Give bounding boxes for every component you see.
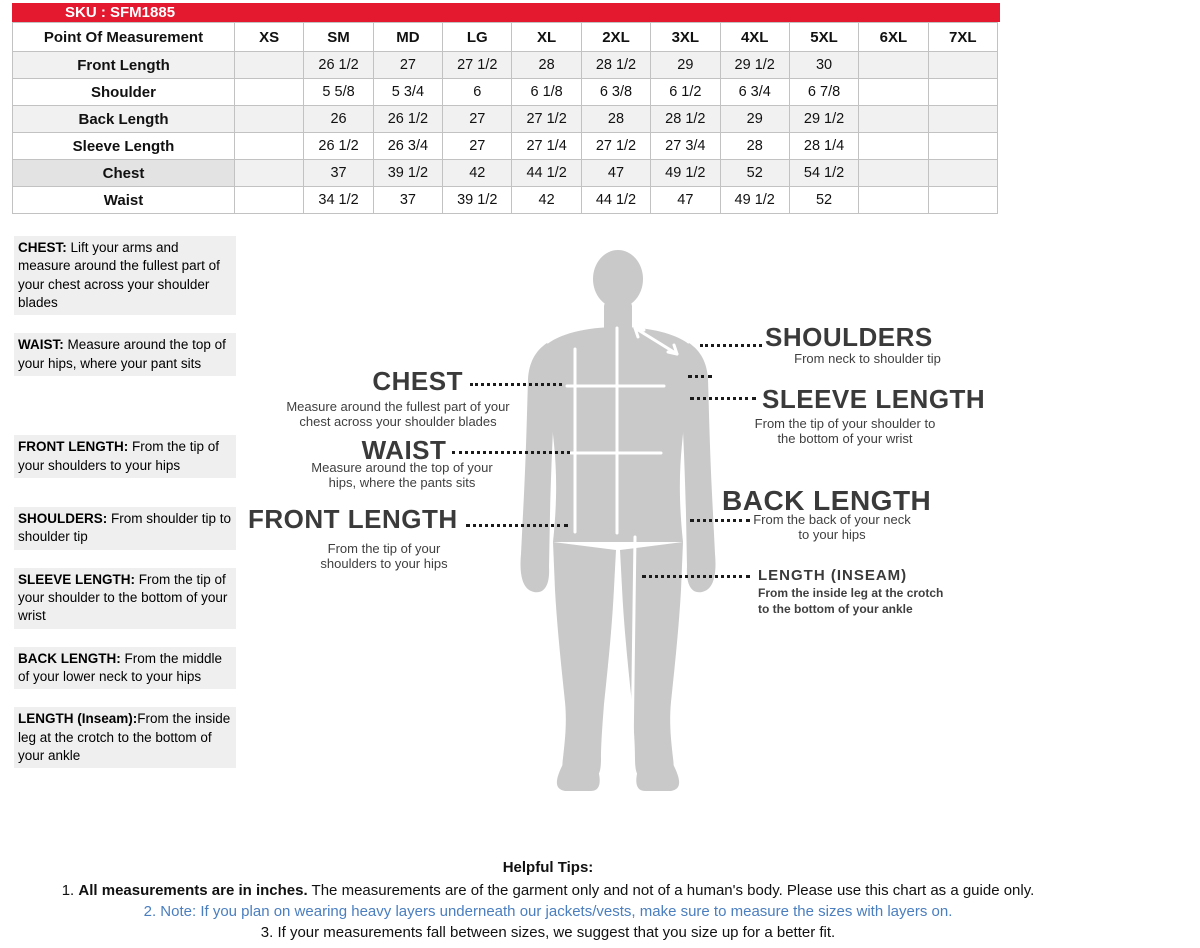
size-value-cell bbox=[235, 79, 304, 106]
size-value-cell: 27 1/2 bbox=[581, 133, 650, 160]
size-value-cell: 52 bbox=[720, 160, 789, 187]
size-value-cell: 27 bbox=[443, 106, 512, 133]
silhouette-right-foot bbox=[636, 761, 679, 791]
col-header-size: XL bbox=[512, 23, 581, 52]
tip-1-number: 1. bbox=[61, 882, 79, 899]
back-length-label: BACK LENGTH bbox=[722, 485, 932, 516]
sleeve-length-label: SLEEVE LENGTH bbox=[762, 384, 986, 414]
size-value-cell bbox=[859, 106, 928, 133]
size-value-cell: 54 1/2 bbox=[789, 160, 858, 187]
size-value-cell: 27 bbox=[373, 52, 442, 79]
size-table bbox=[12, 22, 998, 214]
size-value-cell: 37 bbox=[304, 160, 373, 187]
definition-text: From the inside leg at the crotch to the bottom of your ankle bbox=[18, 711, 231, 764]
tip-2: 2. Note: If you plan on wearing heavy layers underneath our jackets/vests, make sure to measure the sizes with layers on. bbox=[143, 903, 953, 920]
size-value-cell bbox=[235, 52, 304, 79]
col-header-size: MD bbox=[373, 23, 442, 52]
size-value-cell: 49 1/2 bbox=[720, 187, 789, 214]
row-label: Sleeve Length bbox=[13, 133, 235, 160]
size-value-cell: 26 bbox=[304, 106, 373, 133]
table-row bbox=[13, 106, 998, 133]
col-header-size: 4XL bbox=[720, 23, 789, 52]
size-value-cell: 27 1/2 bbox=[443, 52, 512, 79]
definition-term: BACK LENGTH: bbox=[18, 650, 121, 666]
size-value-cell bbox=[928, 160, 997, 187]
silhouette-left-leg bbox=[553, 542, 616, 779]
size-value-cell: 6 1/2 bbox=[651, 79, 720, 106]
tip-1-rest-text: The measurements are of the garment only and not of a human's body. Please use this chart as a guide only. bbox=[307, 882, 1035, 899]
size-table-body bbox=[13, 52, 998, 214]
size-value-cell: 27 3/4 bbox=[651, 133, 720, 160]
size-value-cell: 26 1/2 bbox=[373, 106, 442, 133]
definition-text: Lift your arms and measure around the fullest part of your chest across your shoulder blades bbox=[18, 240, 220, 311]
size-value-cell: 6 7/8 bbox=[789, 79, 858, 106]
row-label: Chest bbox=[13, 160, 235, 187]
silhouette-left-foot bbox=[557, 761, 600, 791]
size-value-cell: 44 1/2 bbox=[581, 187, 650, 214]
size-value-cell bbox=[928, 106, 997, 133]
size-value-cell: 5 3/4 bbox=[373, 79, 442, 106]
size-value-cell: 6 3/4 bbox=[720, 79, 789, 106]
size-value-cell: 34 1/2 bbox=[304, 187, 373, 214]
size-value-cell: 42 bbox=[443, 160, 512, 187]
definition-block bbox=[14, 707, 236, 768]
shoulders-label: SHOULDERS bbox=[765, 322, 933, 352]
size-value-cell bbox=[859, 160, 928, 187]
back-length-leader-line bbox=[690, 519, 750, 522]
definition-text: From the middle of your lower neck to your hips bbox=[18, 650, 223, 685]
definition-block bbox=[14, 435, 236, 478]
size-value-cell: 39 1/2 bbox=[373, 160, 442, 187]
size-value-cell: 26 1/2 bbox=[304, 133, 373, 160]
row-label: Waist bbox=[13, 187, 235, 214]
col-header-size: SM bbox=[304, 23, 373, 52]
size-table-head bbox=[13, 23, 998, 52]
chest-label-desc: Measure around the fullest part of your chest across your shoulder blades bbox=[286, 399, 510, 429]
col-header-size: 6XL bbox=[859, 23, 928, 52]
size-value-cell: 39 1/2 bbox=[443, 187, 512, 214]
silhouette-right-arm bbox=[680, 343, 715, 592]
size-value-cell: 6 bbox=[443, 79, 512, 106]
size-value-cell: 29 bbox=[651, 52, 720, 79]
measurement-definitions bbox=[14, 236, 236, 768]
shoulders-leader-line bbox=[700, 344, 762, 347]
definition-term: WAIST: bbox=[18, 337, 64, 353]
col-header-size: 3XL bbox=[651, 23, 720, 52]
size-value-cell: 6 3/8 bbox=[581, 79, 650, 106]
size-value-cell: 28 bbox=[512, 52, 581, 79]
chest-leader-line bbox=[470, 383, 562, 386]
size-value-cell bbox=[928, 52, 997, 79]
definition-term: LENGTH (Inseam): bbox=[18, 711, 138, 727]
size-value-cell bbox=[928, 79, 997, 106]
size-value-cell: 42 bbox=[512, 187, 581, 214]
definition-term: FRONT LENGTH: bbox=[18, 439, 129, 455]
row-label: Shoulder bbox=[13, 79, 235, 106]
length-inseam-label: LENGTH (INSEAM) bbox=[758, 567, 908, 584]
chest-right-leader-line bbox=[688, 375, 712, 378]
row-label: Front Length bbox=[13, 52, 235, 79]
size-value-cell: 29 1/2 bbox=[789, 106, 858, 133]
size-value-cell bbox=[859, 52, 928, 79]
size-value-cell bbox=[928, 187, 997, 214]
size-value-cell: 27 1/2 bbox=[512, 106, 581, 133]
table-row bbox=[13, 187, 998, 214]
tips-title: Helpful Tips: bbox=[502, 859, 594, 876]
size-value-cell: 26 3/4 bbox=[373, 133, 442, 160]
silhouette-head bbox=[593, 250, 643, 308]
front-length-label: FRONT LENGTH bbox=[248, 504, 458, 534]
back-length-desc: From the back of your neck to your hips bbox=[753, 512, 911, 542]
table-row bbox=[13, 79, 998, 106]
size-value-cell: 30 bbox=[789, 52, 858, 79]
size-value-cell: 49 1/2 bbox=[651, 160, 720, 187]
col-header-size: 7XL bbox=[928, 23, 997, 52]
col-header-size: 2XL bbox=[581, 23, 650, 52]
col-header-size: 5XL bbox=[789, 23, 858, 52]
size-value-cell: 28 bbox=[720, 133, 789, 160]
size-value-cell: 47 bbox=[651, 187, 720, 214]
definition-block bbox=[14, 568, 236, 629]
col-header-size: XS bbox=[235, 23, 304, 52]
col-header-size: LG bbox=[443, 23, 512, 52]
sku-label: SKU : SFM1885 bbox=[65, 4, 176, 21]
size-value-cell: 52 bbox=[789, 187, 858, 214]
tip-1-bold-text: All measurements are in inches. bbox=[78, 882, 308, 899]
length-inseam-desc: From the inside leg at the crotch to the bottom of your ankle bbox=[758, 586, 944, 616]
size-value-cell bbox=[928, 133, 997, 160]
table-row bbox=[13, 52, 998, 79]
size-value-cell: 28 1/2 bbox=[581, 52, 650, 79]
definition-term: SHOULDERS: bbox=[18, 510, 108, 526]
inseam-leader-line bbox=[642, 575, 750, 578]
chest-label: CHEST bbox=[372, 366, 463, 396]
silhouette-left-arm bbox=[521, 343, 556, 592]
size-value-cell: 6 1/8 bbox=[512, 79, 581, 106]
size-value-cell bbox=[235, 106, 304, 133]
waist-label-desc: Measure around the top of your hips, where the pants sits bbox=[311, 460, 493, 490]
table-row bbox=[13, 133, 998, 160]
sleeve-length-desc: From the tip of your shoulder to the bottom of your wrist bbox=[754, 416, 936, 446]
size-value-cell bbox=[235, 160, 304, 187]
size-value-cell bbox=[859, 133, 928, 160]
size-value-cell: 28 bbox=[581, 106, 650, 133]
size-value-cell bbox=[235, 133, 304, 160]
shoulders-desc: From neck to shoulder tip bbox=[794, 351, 941, 366]
size-value-cell: 27 bbox=[443, 133, 512, 160]
size-value-cell: 47 bbox=[581, 160, 650, 187]
size-value-cell: 27 1/4 bbox=[512, 133, 581, 160]
table-row bbox=[13, 160, 998, 187]
tip-3: 3. If your measurements fall between sizes, we suggest that you size up for a better fit. bbox=[260, 924, 836, 941]
definition-term: CHEST: bbox=[18, 240, 67, 255]
header-row bbox=[13, 23, 998, 52]
front-length-desc: From the tip of your shoulders to your hips bbox=[320, 541, 448, 571]
sleeve-length-leader-line bbox=[690, 397, 756, 400]
definition-term: SLEEVE LENGTH: bbox=[18, 571, 136, 587]
size-value-cell: 28 1/4 bbox=[789, 133, 858, 160]
front-length-leader-line bbox=[466, 524, 568, 527]
helpful-tips-section bbox=[0, 859, 1096, 945]
size-value-cell bbox=[859, 187, 928, 214]
definition-text: From the tip of your shoulders to your hips bbox=[18, 439, 220, 473]
size-value-cell: 26 1/2 bbox=[304, 52, 373, 79]
definition-block bbox=[14, 236, 236, 315]
definition-block bbox=[14, 647, 236, 690]
size-value-cell: 44 1/2 bbox=[512, 160, 581, 187]
definition-text: From the tip of your shoulder to the bottom of your wrist bbox=[18, 571, 228, 624]
definition-text: From shoulder tip to shoulder tip bbox=[18, 510, 232, 545]
size-value-cell: 29 1/2 bbox=[720, 52, 789, 79]
row-label: Back Length bbox=[13, 106, 235, 133]
tip-1 bbox=[0, 882, 1096, 899]
size-value-cell bbox=[235, 187, 304, 214]
definition-text: Measure around the top of your hips, where your pant sits bbox=[18, 337, 226, 371]
waist-label: WAIST bbox=[361, 435, 447, 465]
size-value-cell bbox=[859, 79, 928, 106]
col-header-measurement: Point Of Measurement bbox=[13, 23, 235, 52]
size-value-cell: 29 bbox=[720, 106, 789, 133]
definition-block bbox=[14, 333, 236, 376]
sku-header-bar bbox=[12, 3, 1000, 22]
size-value-cell: 5 5/8 bbox=[304, 79, 373, 106]
definition-block bbox=[14, 507, 236, 550]
size-value-cell: 28 1/2 bbox=[651, 106, 720, 133]
size-value-cell: 37 bbox=[373, 187, 442, 214]
